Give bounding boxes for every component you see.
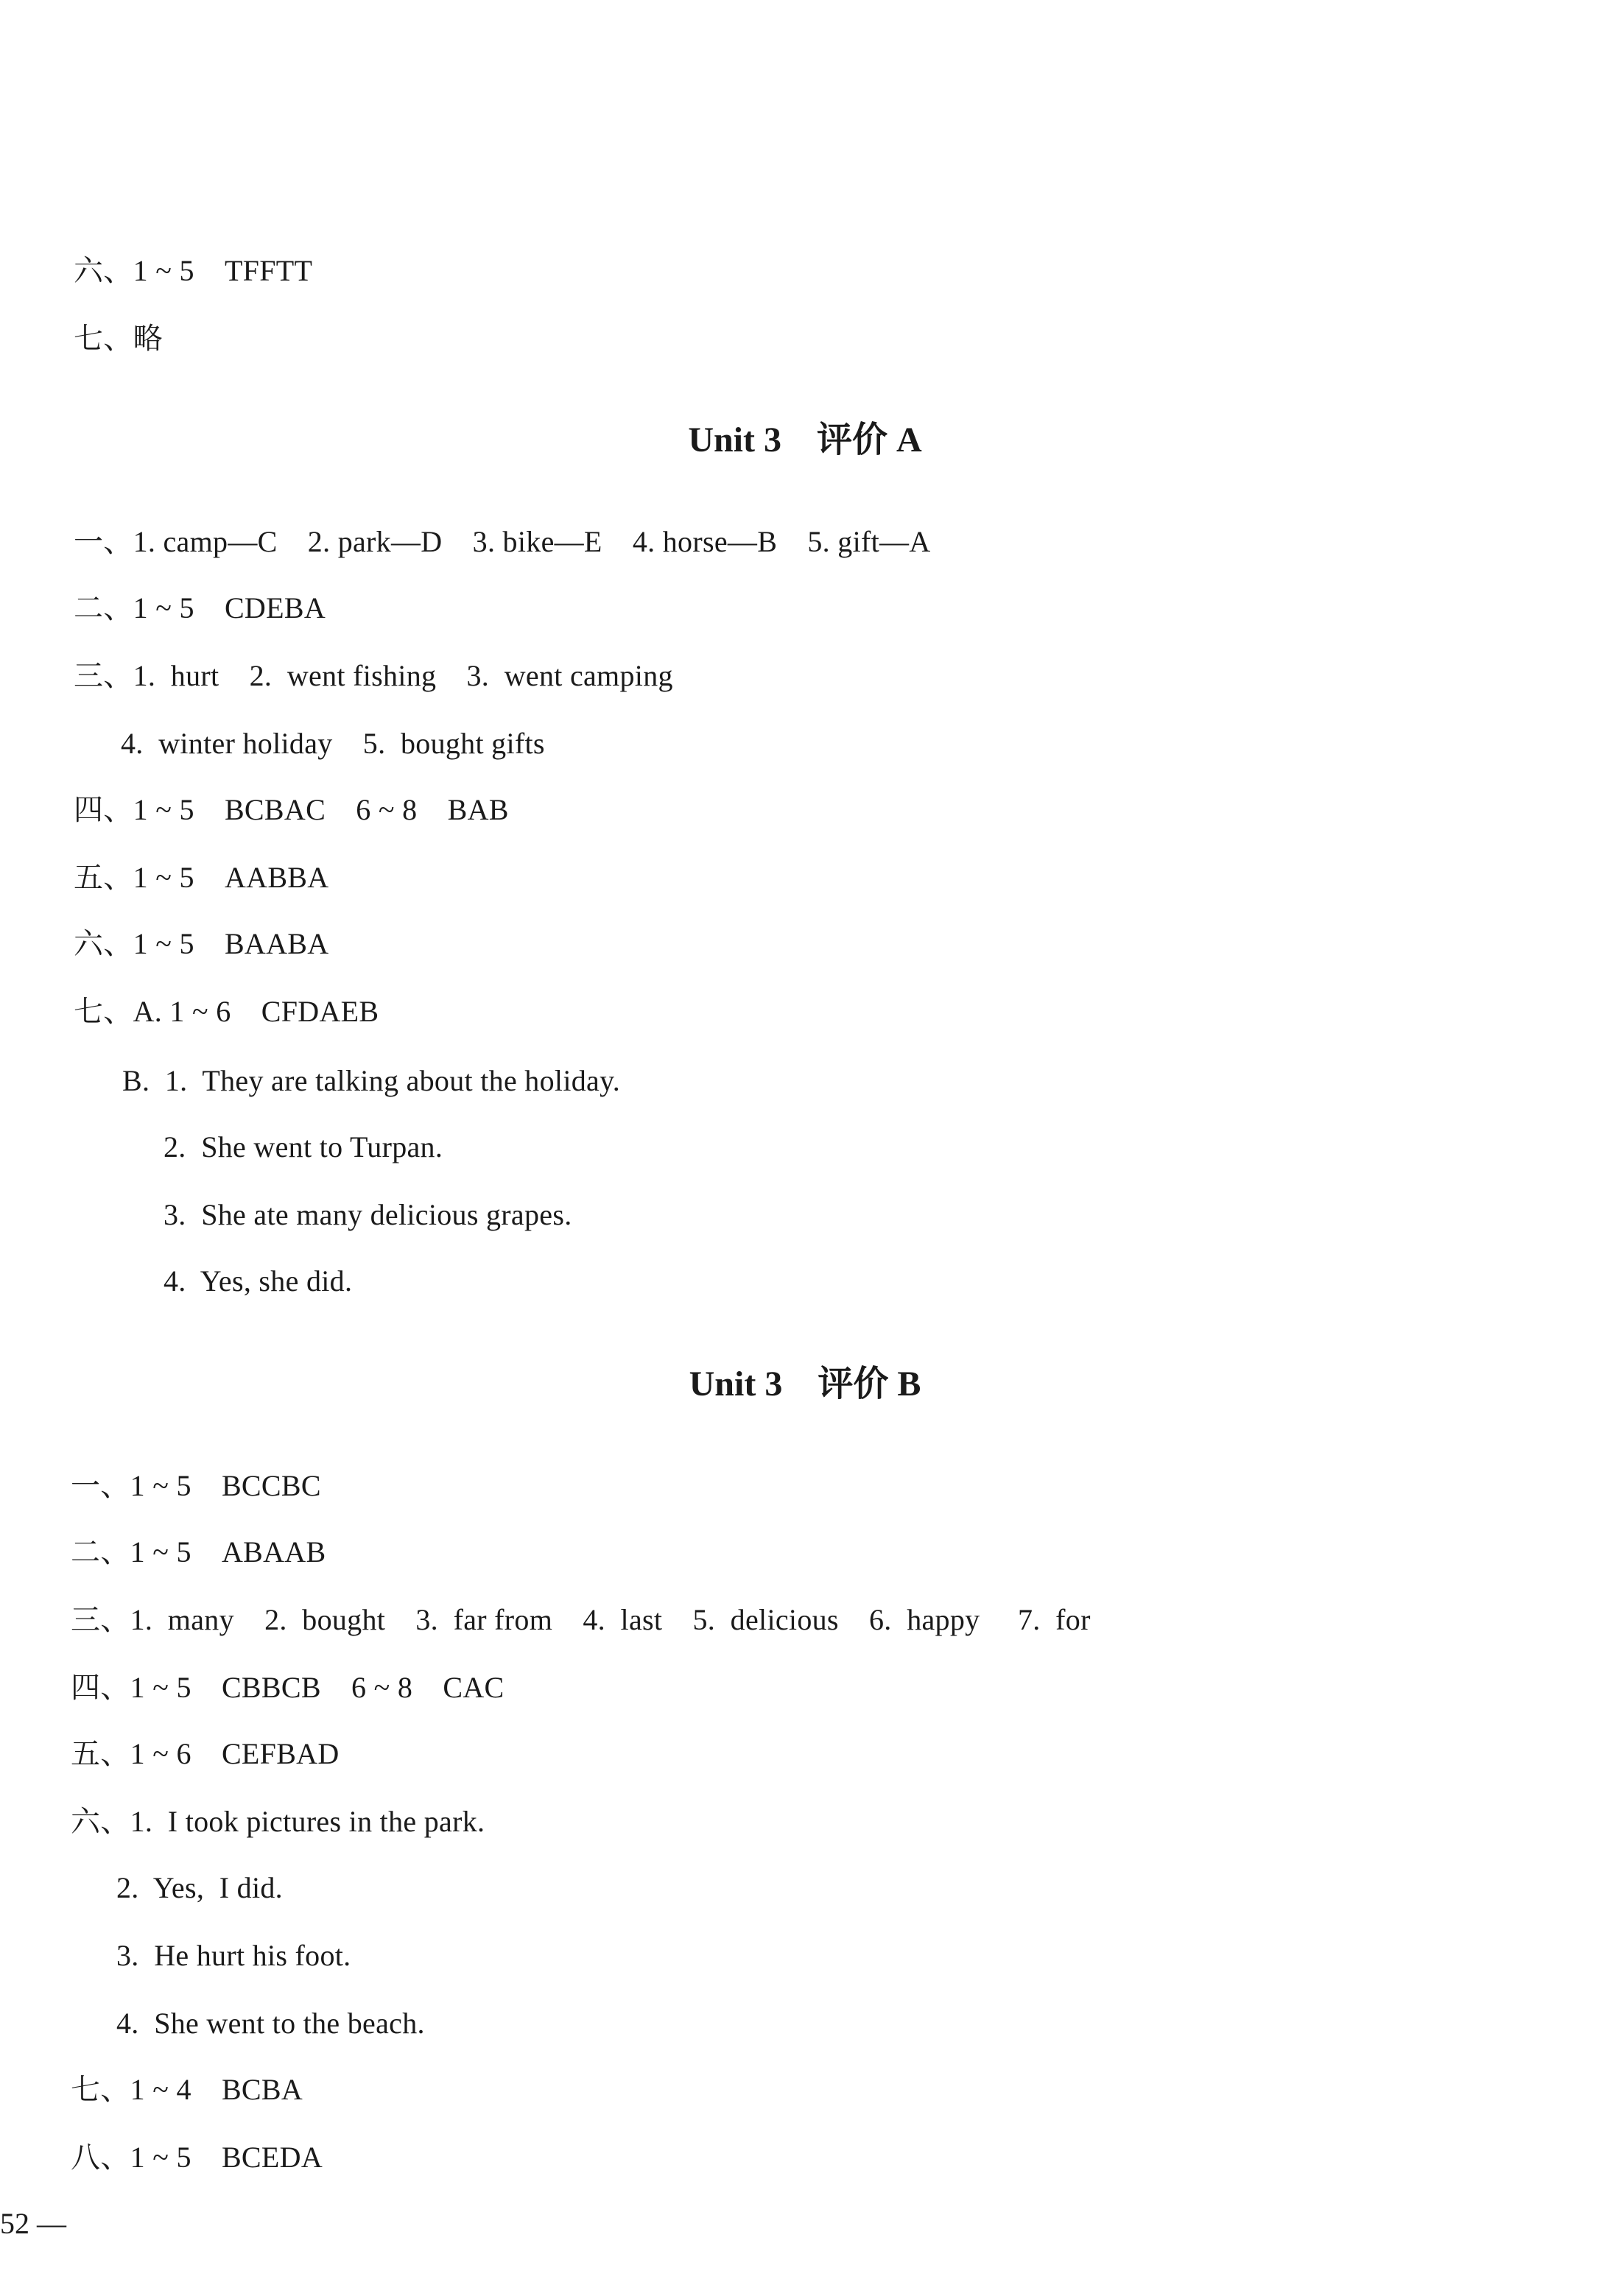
answer-line: 2. Yes, I did. <box>116 1871 283 1904</box>
answer-line: 2. She went to Turpan. <box>164 1130 443 1163</box>
answer-line: 六、1 ~ 5 TFFTT <box>74 254 313 287</box>
answer-line: 4. Yes, she did. <box>164 1264 353 1297</box>
answer-line: 五、1 ~ 5 AABBA <box>74 861 329 894</box>
section-heading-a: Unit 3 评价 A <box>688 420 922 459</box>
answer-line: 三、1. hurt 2. went fishing 3. went camping <box>74 659 673 692</box>
section-heading-b: Unit 3 评价 B <box>689 1364 921 1404</box>
answer-line: 3. He hurt his foot. <box>116 1939 351 1972</box>
answer-line: 4. winter holiday 5. bought gifts <box>121 727 545 760</box>
answer-line: 一、1 ~ 5 BCCBC <box>71 1469 321 1502</box>
answer-line: 四、1 ~ 5 BCBAC 6 ~ 8 BAB <box>74 793 509 826</box>
answer-line: 七、略 <box>74 322 163 355</box>
answer-line: 六、1 ~ 5 BAABA <box>74 927 329 960</box>
answer-line: 七、A. 1 ~ 6 CFDAEB <box>74 995 379 1028</box>
answer-line: 二、1 ~ 5 CDEBA <box>74 591 326 624</box>
answer-line: 3. She ate many delicious grapes. <box>164 1198 572 1231</box>
answer-line: 二、1 ~ 5 ABAAB <box>71 1535 326 1568</box>
answer-line: 六、1. I took pictures in the park. <box>71 1805 485 1838</box>
answer-line: 四、1 ~ 5 CBBCB 6 ~ 8 CAC <box>71 1671 505 1704</box>
answer-line: 七、1 ~ 4 BCBA <box>71 2073 303 2106</box>
page-number: 52 — <box>0 2207 66 2240</box>
answer-line: 五、1 ~ 6 CEFBAD <box>71 1737 340 1770</box>
answer-line: 八、1 ~ 5 BCEDA <box>71 2141 323 2174</box>
answer-line: 4. She went to the beach. <box>116 2007 425 2040</box>
answer-line: 三、1. many 2. bought 3. far from 4. last 5. delicious 6. happy 7. for <box>71 1603 1091 1636</box>
answer-line: 一、1. camp—C 2. park—D 3. bike—E 4. horse—B 5. gift—A <box>74 525 931 558</box>
answer-line: B. 1. They are talking about the holiday. <box>122 1064 621 1097</box>
